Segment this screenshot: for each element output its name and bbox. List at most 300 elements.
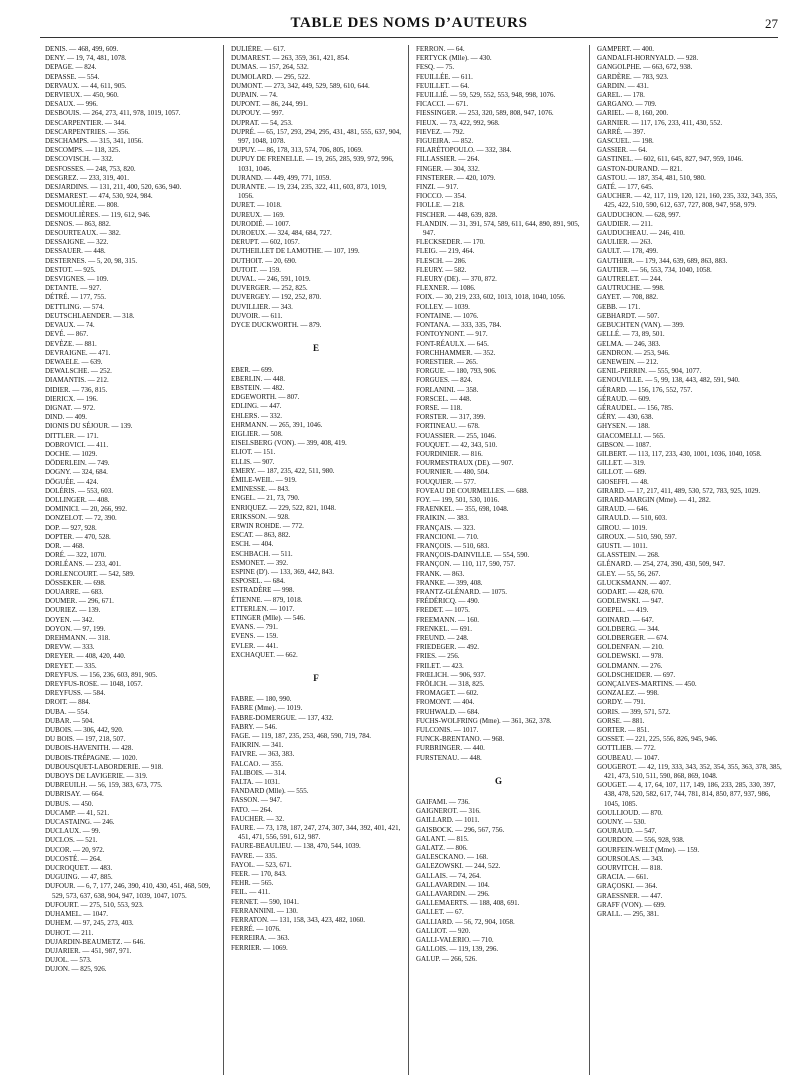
author-entry: GOEPEL. — 419. — [597, 606, 649, 615]
author-entry: DEVRAIGNE. — 471. — [45, 348, 111, 357]
author-entry: FLESCH. — 286. — [416, 256, 467, 265]
author-entry: FRANKE. — 399, 408. — [416, 578, 483, 587]
author-entry: EMINESSE. — 843. — [231, 485, 290, 494]
author-entry: GAIGNEROT. — 316. — [416, 807, 481, 816]
author-entry: GEBB. — 171. — [597, 302, 641, 311]
author-entry: FOIX. — 30, 219, 233, 602, 1013, 1018, 1040, 1056. — [416, 293, 566, 302]
column-separator — [408, 45, 409, 1075]
author-entry: GÉRARD. — 156, 176, 552, 757. — [597, 385, 693, 394]
author-entry: DURANTE. — 19, 234, 235, 322, 411, 603, 873, 1019, 1056. — [231, 183, 387, 201]
author-entry: DUCLOS. — 521. — [45, 836, 98, 845]
author-entry: DOBROVICI. — 411. — [45, 440, 109, 449]
author-entry: GALLET. — 67. — [416, 908, 464, 917]
author-entry: GLEY. — 55, 56, 267. — [597, 569, 661, 578]
author-entry: GÉRAUD. — 609. — [597, 394, 651, 403]
author-entry: GILLET. — 319. — [597, 459, 646, 468]
author-entry: DUTOIT. — 159. — [231, 265, 281, 274]
author-entry: DIGNAT. — 972. — [45, 403, 96, 412]
author-entry: GOLDBERG. — 344. — [597, 624, 660, 633]
author-entry: FRAENKEL. — 355, 698, 1048. — [416, 505, 509, 514]
author-entry: FEHR. — 565. — [231, 879, 274, 888]
author-entry: FRÉDÉRICQ. — 490. — [416, 597, 480, 606]
author-entry: ENGEL. — 21, 73, 790. — [231, 494, 300, 503]
author-entry: GARDÈRE. — 783, 923. — [597, 72, 669, 81]
author-entry: FRENKEL. — 691. — [416, 624, 472, 633]
author-entry: FABRE (Mme). — 1019. — [231, 704, 303, 713]
author-entry: DESVIGNES. — 109. — [45, 275, 109, 284]
page-title: TABLE DES NOMS D’AUTEURS — [290, 15, 528, 31]
author-entry: FRAIKIN. — 383. — [416, 514, 469, 523]
author-entry: EISELSBERG (VON). — 399, 408, 419. — [231, 439, 347, 448]
author-entry: GANDALFI-HORNYALD. — 928. — [597, 54, 699, 63]
author-entry: DUMOLARD. — 295, 522. — [231, 72, 310, 81]
author-entry: DUPOUY. — 997. — [231, 109, 284, 118]
author-entry: FEIL. — 411. — [231, 888, 271, 897]
author-entry: GALESCKANO. — 168. — [416, 853, 488, 862]
author-entry: FRANTZ-GLÉNARD. — 1075. — [416, 587, 507, 596]
author-entry: DESNOS. — 863, 882. — [45, 219, 111, 228]
author-entry: GOURAUD. — 547. — [597, 827, 657, 836]
author-entry: DESSAUER. — 448. — [45, 247, 106, 256]
author-entry: DOGNY. — 324, 684. — [45, 468, 108, 477]
author-entry: GALLIOT. — 920. — [416, 926, 471, 935]
author-entry: DUBOUSQUET-LABORDERIE. — 918. — [45, 762, 163, 771]
author-entry: GRAFF (VON). — 699. — [597, 900, 666, 909]
author-entry: FORCHHAMMER. — 352. — [416, 348, 496, 357]
author-entry: EBERLIN. — 448. — [231, 374, 286, 383]
author-entry: GOSSET. — 221, 225, 556, 826, 945, 946. — [597, 735, 718, 744]
author-entry: DUBOYS DE LAVIGERIE. — 319. — [45, 772, 148, 781]
author-entry: GIOSEFFI. — 48. — [597, 477, 649, 486]
author-entry: FALIBOIS. — 314. — [231, 768, 287, 777]
author-entry: DUPUY. — 86, 178, 313, 574, 706, 805, 1069. — [231, 146, 363, 155]
author-entry: DUCROQUET. — 483. — [45, 864, 113, 873]
author-entry: DOUARRE. — 683. — [45, 587, 104, 596]
author-entry: EXCHAQUET. — 662. — [231, 650, 298, 659]
author-entry: DUPRÉ. — 65, 157, 293, 294, 295, 431, 481, 555, 637, 904, 997, 1048, 1078. — [231, 127, 401, 146]
author-entry: GASTON-DURAND. — 821. — [597, 164, 683, 173]
author-entry: FULCONIS. — 1017. — [416, 726, 479, 735]
author-entry: FIESSINGER. — 253, 320, 589, 808, 947, 1076. — [416, 109, 554, 118]
author-entry: GAREL. — 178. — [597, 91, 645, 100]
author-entry: GLUCKSMANN. — 407. — [597, 578, 671, 587]
author-entry: GILBERT. — 113, 117, 233, 430, 1001, 1036, 1040, 1058. — [597, 449, 762, 458]
author-entry: GALLIARD. — 56, 72, 904, 1058. — [416, 917, 515, 926]
author-entry: FORESTIER. — 265. — [416, 357, 478, 366]
author-entry: FONTOYNONT. — 917. — [416, 330, 488, 339]
author-entry: DOURIEZ. — 139. — [45, 606, 101, 615]
author-entry: DREYER. — 408, 420, 440. — [45, 652, 126, 661]
author-entry: DUMAS. — 157, 264, 532. — [231, 63, 309, 72]
author-entry: DÖGUÉE. — 424. — [45, 477, 99, 486]
author-entry: FISCHER. — 448, 639, 828. — [416, 210, 498, 219]
author-entry: DESMOULIÈRES. — 119, 612, 946. — [45, 210, 151, 219]
author-entry: DESCARPENTIER. — 344. — [45, 118, 126, 127]
author-entry: GAULIER. — 263. — [597, 238, 653, 247]
author-entry: FOURNIER. — 480, 504. — [416, 468, 490, 477]
author-entry: GORTER. — 851. — [597, 726, 650, 735]
author-entry: EDLING. — 447. — [231, 402, 282, 411]
author-entry: FALCAO. — 355. — [231, 759, 283, 768]
author-entry: DORLÉANS. — 233, 401. — [45, 560, 121, 569]
author-entry: DUGUING. — 47, 885. — [45, 873, 113, 882]
author-entry: FAURE-BEAULIEU. — 138, 470, 544, 1039. — [231, 842, 361, 851]
author-entry: FOLLEY. — 1039. — [416, 302, 470, 311]
author-entry: FINZI. — 917. — [416, 183, 459, 192]
author-entry: DREYET. — 335. — [45, 661, 97, 670]
author-entry: DOR. — 468. — [45, 541, 85, 550]
author-entry: DIND. — 409. — [45, 413, 87, 422]
author-entry: DUCAMP. — 41, 521. — [45, 808, 110, 817]
author-entry: DEWALSCHE. — 252. — [45, 367, 112, 376]
author-entry: ETTERLEN. — 1017. — [231, 604, 295, 613]
author-entry: FRIEDEGER. — 492. — [416, 643, 479, 652]
author-entry: GIBSON. — 1087. — [597, 440, 652, 449]
author-entry: DENY. — 19, 74, 481, 1078. — [45, 54, 127, 63]
author-entry: FORLANINI. — 358. — [416, 385, 479, 394]
author-entry: FESQ. — 75. — [416, 63, 455, 72]
author-entry: GORSE. — 881. — [597, 716, 645, 725]
author-entry: DURAND. — 449, 499, 771, 1059. — [231, 173, 331, 182]
author-entry: DUBOIS-TRÉPAGNE. — 1020. — [45, 753, 138, 762]
author-entry: DUCLAUX. — 99. — [45, 827, 101, 836]
author-entry: FINSTERER. — 420, 1079. — [416, 173, 496, 182]
author-entry: GASTINEL. — 602, 611, 645, 827, 947, 959, 1046. — [597, 155, 743, 164]
author-entry: FLANDIN. — 31, 391, 574, 589, 611, 644, 890, 891, 905, 947. — [416, 219, 580, 238]
header-rule — [40, 37, 778, 38]
author-entry: DIAMANTIS. — 212. — [45, 376, 109, 385]
author-entry: GÉRY. — 430, 638. — [597, 413, 654, 422]
author-entry: DESTERNES. — 5, 20, 98, 315. — [45, 256, 138, 265]
author-entry: EBER. — 699. — [231, 365, 274, 374]
author-entry: DUHOT. — 211. — [45, 928, 94, 937]
author-entry: DOMINICI. — 20, 266, 992. — [45, 505, 128, 514]
author-entry: FINGER. — 304, 332. — [416, 164, 480, 173]
author-entry: DUBAR. — 504. — [45, 716, 95, 725]
author-entry: GRAESSNER. — 447. — [597, 891, 663, 900]
page-header — [40, 12, 778, 34]
author-entry: FIEVEZ. — 792. — [416, 127, 465, 136]
author-entry: DESJARDINS. — 131, 211, 400, 520, 636, 940. — [45, 183, 182, 192]
author-entry: EHRMANN. — 265, 391, 1046. — [231, 420, 323, 429]
author-entry: GEBHARDT. — 507. — [597, 311, 660, 320]
author-entry: DUPRAT. — 54, 253. — [231, 118, 293, 127]
author-entry: GALLAVARDIN. — 104. — [416, 880, 490, 889]
author-entry: FOY. — 199, 501, 530, 1016. — [416, 495, 500, 504]
author-entry: FATO. — 264. — [231, 805, 273, 814]
author-entry: DULIÈRE. — 617. — [231, 45, 286, 53]
author-entry: ESCH. — 404. — [231, 540, 274, 549]
author-entry: GAUCHER. — 42, 117, 119, 120, 121, 160, 235, 332, 343, 355, 425, 422, 510, 590, 612, 637, 727, 808, 947, 958, 979. — [597, 192, 778, 210]
author-entry: GRALL. — 295, 381. — [597, 910, 659, 919]
author-entry: DENIS. — 468, 499, 609. — [45, 45, 119, 53]
author-entry: FAIVRE. — 363, 383. — [231, 750, 295, 759]
author-entry: DERUPT. — 602, 1057. — [231, 238, 300, 247]
author-entry: ESMONET. — 392. — [231, 558, 289, 567]
author-entry: FREDET. — 1075. — [416, 606, 470, 615]
author-entry: GANGOLPHE. — 663, 672, 938. — [597, 63, 693, 72]
author-entry: DYCE DUCKWORTH. — 879. — [231, 321, 322, 330]
author-entry: DIDIER. — 736, 815. — [45, 385, 108, 394]
author-entry: GOUNY. — 530. — [597, 818, 646, 827]
author-entry: DOPTER. — 470, 528. — [45, 532, 111, 541]
author-entry: FORSE. — 118. — [416, 403, 463, 412]
author-entry: DUVAL. — 246, 591, 1019. — [231, 275, 311, 284]
author-entry: GOULLIOUD. — 870. — [597, 808, 663, 817]
author-entry: GOLDBERGER. — 674. — [597, 634, 669, 642]
author-entry: DUPUY DE FRENELLE. — 19, 265, 285, 939, 972, 996, 1031, 1046. — [231, 155, 394, 173]
author-entry: GIUSTI. — 1011. — [597, 541, 648, 550]
author-entry: DUBUS. — 450. — [45, 799, 94, 808]
author-entry: GORDY. — 791. — [597, 698, 646, 707]
author-entry: GELMA. — 246, 383. — [597, 339, 661, 348]
author-entry: FOUQUIER. — 577. — [416, 477, 476, 486]
author-entry: ETINGER (Mlle). — 546. — [231, 613, 306, 622]
author-entry: FREEMANN. — 160. — [416, 615, 480, 624]
index-column-1 — [45, 45, 215, 1075]
author-entry: DUTHOIT. — 20, 690. — [231, 256, 297, 265]
author-entry: GELLÉ. — 73, 89, 501. — [597, 330, 665, 339]
author-entry: GAMPERT. — 400. — [597, 45, 655, 53]
author-entry: FURSTENAU. — 448. — [416, 753, 482, 762]
index-column-2 — [231, 45, 401, 1075]
author-entry: FORGUE. — 180, 793, 906. — [416, 367, 497, 376]
author-entry: DIONIS DU SÉJOUR. — 139. — [45, 422, 133, 431]
author-entry: FLEURY. — 582. — [416, 265, 467, 274]
author-entry: DUPONT. — 86, 244, 991. — [231, 100, 308, 109]
author-entry: DEUTSCHLAENDER. — 318. — [45, 311, 135, 320]
author-entry: FABRY. — 546. — [231, 722, 278, 731]
author-entry: GAUDUCHEAU. — 246, 410. — [597, 229, 685, 238]
author-entry: FRŒLICH. — 906, 937. — [416, 670, 486, 679]
author-entry: DESMOULIÈRE. — 808. — [45, 201, 119, 210]
index-column-3 — [416, 45, 581, 1075]
author-entry: GALLAVARDIN. — 296. — [416, 890, 490, 899]
author-entry: GALANT. — 815. — [416, 834, 469, 843]
author-entry: FLEURY (DE). — 370, 872. — [416, 275, 497, 284]
author-entry: FABRE-DOMERGUE. — 137, 432. — [231, 713, 334, 722]
author-entry: ESCHBACH. — 511. — [231, 549, 293, 558]
author-entry: GIRAULD. — 510, 603. — [597, 514, 667, 523]
index-column-4 — [597, 45, 782, 1075]
author-entry: DUMAREST. — 263, 359, 361, 421, 854. — [231, 54, 350, 63]
author-entry: GALEZOWSKI. — 244, 522. — [416, 862, 501, 871]
author-entry: GALLEMAERTS. — 188, 408, 691. — [416, 899, 520, 908]
author-entry: FEER. — 170, 843. — [231, 870, 287, 879]
author-entry: DÉTRÉ. — 177, 755. — [45, 293, 107, 302]
author-entry: FUCHS-WOLFRING (Mme). — 361, 362, 378. — [416, 716, 552, 725]
author-entry: FRANÇOIS. — 510, 683. — [416, 541, 490, 550]
author-entry: EVLER. — 441. — [231, 641, 279, 650]
author-entry: DIERICX. — 196. — [45, 394, 98, 403]
author-entry: FAGE. — 119, 187, 235, 253, 468, 590, 719, 784. — [231, 732, 371, 741]
author-entry: FLEIG. — 219, 464. — [416, 247, 475, 256]
author-entry: GIACOMELLI. — 565. — [597, 431, 666, 440]
author-entry: FONTAINE. — 1076. — [416, 311, 479, 320]
author-entry: DEVÈZE. — 881. — [45, 339, 97, 348]
author-entry: DREHMANN. — 318. — [45, 634, 110, 642]
author-entry: FORSCEL. — 448. — [416, 394, 472, 403]
author-entry: DESBOUIS. — 264, 273, 411, 978, 1019, 1057. — [45, 109, 181, 118]
author-entry: GONZALEZ. — 998. — [597, 689, 659, 698]
author-entry: DUCASTAING. — 246. — [45, 818, 115, 827]
author-entry: FERRANNINI. — 130. — [231, 906, 298, 915]
author-entry: GÉRAUDEL. — 156, 785. — [597, 403, 674, 412]
author-entry: FEUILLÉE. — 611. — [416, 72, 473, 81]
author-entry: GASSIER. — 64. — [597, 146, 648, 155]
author-entry: ENRIQUEZ. — 229, 522, 821, 1048. — [231, 503, 336, 512]
author-entry: DURODIÉ. — 1007. — [231, 219, 291, 228]
author-entry: DORÉ. — 322, 1070. — [45, 551, 107, 560]
author-entry: FOUASSIER. — 255, 1046. — [416, 431, 497, 440]
author-entry: DEVÉ. — 867. — [45, 330, 89, 339]
author-entry: DESFOSSES. — 248, 753, 820. — [45, 164, 136, 173]
author-entry: FASSON. — 947. — [231, 796, 282, 805]
author-entry: DUJON. — 825, 926. — [45, 965, 107, 974]
author-entry: ELIOT. — 151. — [231, 448, 276, 457]
author-entry: FANDARD (Mlle). — 555. — [231, 787, 309, 796]
author-entry: DETANTE. — 927. — [45, 284, 102, 293]
author-entry: FRIES. — 256. — [416, 652, 460, 661]
author-entry: GENOUVILLE. — 5, 99, 138, 443, 482, 591, 940. — [597, 376, 740, 385]
author-entry: GAUDIER. — 211. — [597, 219, 653, 228]
author-entry: GAULT. — 178, 499. — [597, 247, 659, 256]
column-separator — [589, 45, 590, 1075]
author-entry: DOYON. — 97, 199. — [45, 624, 106, 633]
author-entry: DUJARDIN-BEAUMETZ. — 646. — [45, 937, 145, 946]
author-entry: DORLENCOURT. — 542, 589. — [45, 569, 135, 578]
author-entry: DUTHEILLET DE LAMOTHE. — 107, 199. — [231, 247, 360, 256]
author-entry: GOURDON. — 556, 928, 938. — [597, 836, 685, 845]
author-entry: DREYFUSS. — 584. — [45, 689, 106, 698]
author-entry: FRANÇON. — 110, 117, 590, 757. — [416, 560, 516, 569]
author-entry: DUBREUILH. — 56, 159, 383, 673, 775. — [45, 781, 163, 790]
author-entry: DEPASSE. — 554. — [45, 72, 100, 81]
author-entry: FOVEAU DE COURMELLES. — 688. — [416, 486, 529, 495]
author-entry: GALUP. — 266, 526. — [416, 954, 478, 963]
author-entry: FERRATON. — 131, 158, 343, 423, 482, 1060. — [231, 916, 366, 925]
author-entry: GIRARD-MARGIN (Mme). — 41, 282. — [597, 495, 711, 504]
author-entry: GOINARD. — 647. — [597, 615, 654, 624]
author-entry: FRANÇOIS-DAINVILLE. — 554, 590. — [416, 551, 530, 560]
author-entry: GAUTRELET. — 244. — [597, 275, 663, 284]
author-entry: ESTRADÈRE — 998. — [231, 586, 295, 595]
author-entry: GODLEWSKI. — 947. — [597, 597, 664, 606]
author-entry: FRANCIONI. — 710. — [416, 532, 479, 541]
author-entry: DOYEN. — 342. — [45, 615, 94, 624]
author-entry: DUVERGER. — 252, 825. — [231, 284, 308, 293]
author-entry: DOCHE. — 1029. — [45, 449, 98, 458]
author-entry: FRILET. — 423. — [416, 661, 464, 670]
author-entry: GONÇALVES-MARTINS. — 450. — [597, 680, 697, 689]
author-entry: DUJOL. — 573. — [45, 956, 92, 965]
author-entry: DROIT. — 884. — [45, 698, 91, 707]
author-entry: FIOLLE. — 218. — [416, 201, 465, 210]
author-entry: FORGUES. — 824. — [416, 376, 473, 385]
author-entry: DUVERGEY. — 192, 252, 870. — [231, 293, 322, 302]
author-entry: GOLDENFAN. — 210. — [597, 643, 664, 652]
author-entry: FERTYCK (Mlle). — 430. — [416, 54, 492, 63]
author-entry: ÉTIENNE. — 879, 1018. — [231, 595, 303, 604]
author-entry: DESCOVISCH. — 332. — [45, 155, 114, 164]
author-entry: DREVW. — 333. — [45, 643, 95, 652]
author-entry: FERNET. — 590, 1041. — [231, 897, 299, 906]
author-entry: DOLÉRIS. — 553, 603. — [45, 486, 114, 495]
author-entry: DUBRISAY. — 664. — [45, 790, 104, 799]
author-entry: DUJARIER. — 451, 987, 971. — [45, 946, 132, 955]
author-entry: DUFOUR. — 6, 7, 177, 246, 390, 410, 430, 451, 468, 509, 529, 573, 637, 638, 904, 947, 1039, 1047, 1075. — [45, 882, 211, 900]
author-entry: DUROEUX. — 324, 484, 684, 727. — [231, 229, 332, 238]
author-entry: GOUGEROT. — 42, 119, 333, 343, 352, 354, 355, 363, 378, 385, 421, 473, 510, 511, 590, 868, 869, 1048. — [597, 762, 782, 781]
author-entry: FAURE. — 73, 178, 187, 247, 274, 307, 344, 392, 401, 421, 451, 471, 556, 591, 612, 987. — [231, 824, 401, 842]
section-letter: G — [494, 775, 502, 786]
author-entry: GOUGET. — 4, 17, 64, 107, 117, 149, 186, 233, 285, 330, 397, 438, 478, 520, 582, 617, 744, 781, 814, 850, 877, 937, 986, 1045, 1085. — [597, 781, 776, 808]
author-entry: DUBOIS. — 306, 442, 920. — [45, 726, 124, 735]
author-entry: GOLDSCHEIDER. — 697. — [597, 670, 676, 679]
author-entry: GALLAIS. — 74, 264. — [416, 871, 481, 880]
author-entry: FABRE. — 180, 990. — [231, 695, 292, 704]
author-entry: DREYFUS-ROSE. — 1048, 1057. — [45, 680, 143, 689]
author-entry: FAYOL. — 523, 671. — [231, 860, 292, 869]
author-entry: FRUHWALD. — 684. — [416, 707, 480, 716]
author-entry: FURBRINGER. — 440. — [416, 744, 485, 753]
author-entry: FONT-RÉAULX. — 645. — [416, 339, 489, 348]
author-entry: GENIL-PERRIN. — 555, 904, 1077. — [597, 367, 702, 376]
author-entry: GLÉNARD. — 254, 274, 390, 430, 509, 947. — [597, 560, 725, 569]
author-entry: DESAUX. — 996. — [45, 100, 98, 109]
author-entry: DUFOURT. — 275, 510, 553, 923. — [45, 900, 144, 909]
author-entry: DUCOR. — 20, 972. — [45, 845, 105, 854]
author-entry: FORSTER. — 317, 399. — [416, 413, 486, 422]
author-entry: FICACCI. — 671. — [416, 100, 469, 109]
author-entry: ESCAT. — 863, 882. — [231, 531, 291, 540]
author-entry: EIGLIER. — 508. — [231, 429, 283, 438]
author-entry: DESSAIGNE. — 322. — [45, 238, 109, 247]
author-entry: FIOCCO. — 354. — [416, 192, 467, 201]
author-entry: DERVIEUX. — 450, 960. — [45, 91, 119, 100]
author-entry: GORIS. — 399, 571, 572. — [597, 707, 671, 716]
author-entry: FIEUX. — 73, 422, 992, 968. — [416, 118, 500, 127]
author-entry: GAILLARD. — 1011. — [416, 816, 480, 825]
author-entry: GOTTLIEB. — 772. — [597, 744, 656, 753]
author-entry: DUVOIR. — 611. — [231, 311, 283, 320]
author-entry: FONTANA. — 333, 335, 784. — [416, 321, 502, 330]
author-entry: GIRAUD. — 646. — [597, 505, 649, 514]
author-entry: FALTA. — 1031. — [231, 778, 280, 787]
page-number: 27 — [765, 16, 778, 31]
author-entry: GASTOU. — 187, 354, 481, 510, 980. — [597, 173, 706, 182]
author-entry: GHYSEN. — 188. — [597, 422, 650, 431]
author-entry: GOURVITCH. — 818. — [597, 864, 663, 873]
author-entry: FERREIRA. — 363. — [231, 934, 290, 943]
author-entry: GALATZ. — 806. — [416, 844, 468, 853]
author-entry: FIGUEIRA. — 852. — [416, 137, 474, 146]
author-entry: DUBA. — 554. — [45, 707, 90, 716]
author-entry: FAIKRIN. — 341. — [231, 741, 284, 750]
author-entry: ERIKSSON. — 928. — [231, 512, 290, 521]
author-entry: GOLDEWSKI. — 978. — [597, 652, 664, 661]
author-entry: DÖSSEKER. — 698. — [45, 578, 106, 587]
author-entry: FORTINEAU. — 678. — [416, 422, 480, 431]
author-entry: GAUTRUCHE. — 998. — [597, 284, 665, 293]
author-entry: FAVRE. — 335. — [231, 851, 278, 860]
author-entry: GALLI-VALERIO. — 710. — [416, 936, 494, 945]
author-entry: EBSTEIN. — 482. — [231, 383, 285, 392]
author-entry: ELLIS. — 907. — [231, 457, 275, 466]
author-entry: DEVAUX. — 74. — [45, 321, 95, 330]
author-entry: ERWIN ROHDE. — 772. — [231, 521, 304, 530]
author-entry: FERRÉ. — 1076. — [231, 925, 281, 934]
